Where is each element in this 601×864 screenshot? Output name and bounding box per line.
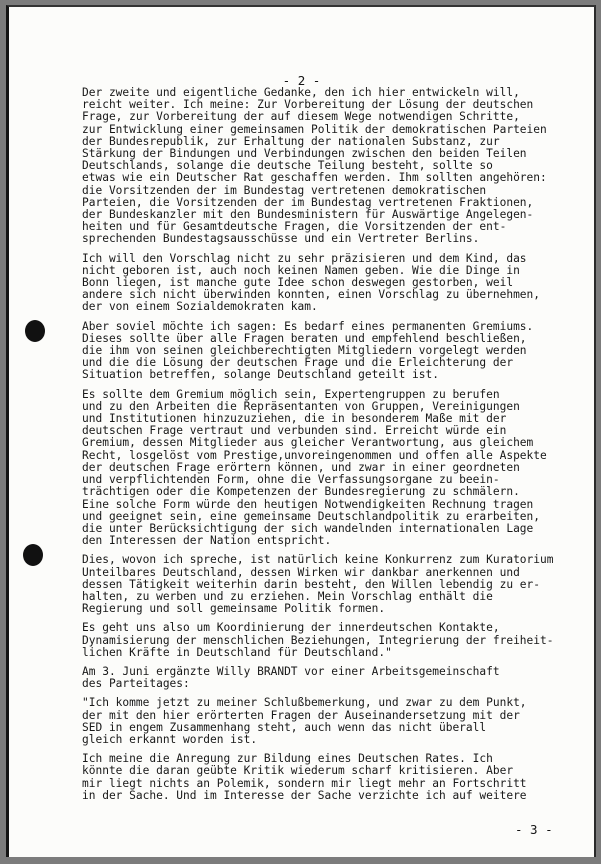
text-line: heiten und für Gesamtdeutsche Fragen, die Vorsitzenden der ent- [82, 220, 507, 234]
text-line: Dynamisierung der menschlichen Beziehungen, Integrierung der freiheit- [82, 633, 554, 647]
text-line: reicht weiter. Ich meine: Zur Vorbereitung der Lösung der deutschen [82, 98, 534, 112]
text-line: Stärkung der Bindungen und Verbindungen zwischen den beiden Teilen [82, 147, 527, 161]
text-line: der mit den hier erörterten Fragen der Auseinandersetzung mit der [82, 708, 520, 722]
text-line: den Interessen der Nation entspricht. [82, 534, 332, 548]
text-line: deutschen Frage vertraut und verbunden sind. Erreicht würde ein [82, 424, 507, 438]
text-line: in der Sache. Und im Interesse der Sache verzichte ich auf weitere [82, 788, 527, 802]
text-line: Bonn liegen, ist manche gute Idee schon deswegen gestorben, weil [82, 276, 514, 290]
text-line: Situation betreffen, solange Deutschland geteilt ist. [82, 368, 439, 382]
text-line: die Vorsitzenden der im Bundestag vertretenen demokratischen [82, 183, 487, 197]
paragraph [82, 666, 592, 690]
text-line: der Bundeskanzler mit den Bundesministern für Auswärtige Angelegen- [82, 208, 534, 222]
paragraph [82, 321, 592, 382]
paragraph [82, 697, 592, 746]
text-line: die ihm von seinen gleichberechtigten Mitgliedern vorgelegt werden [82, 344, 527, 358]
text-line: könnte die daran geübte Kritik wiederum scharf kritisieren. Aber [82, 764, 514, 778]
paragraph [82, 253, 592, 314]
text-line: Dies, wovon ich spreche, ist natürlich keine Konkurrenz zum Kuratorium [82, 553, 554, 567]
text-line: Gremium, dessen Mitglieder aus gleicher Verantwortung, aus gleichem [82, 436, 534, 450]
text-line: Recht, losgelöst vom Prestige,unvoreingenommen und offen alle Aspekte [82, 448, 547, 462]
text-line: gleich erkannt worden ist. [82, 732, 258, 746]
text-line: der von einem Sozialdemokraten kam. [82, 300, 318, 314]
text-line: zur Entwicklung einer gemeinsamen Politik der demokratischen Parteien [82, 122, 547, 136]
text-line: und verpflichtenden Form, ohne die Verfassungsorgane zu beein- [82, 473, 500, 487]
text-line: nicht geboren ist, auch noch keinen Namen geben. Wie die Dinge in [82, 263, 520, 277]
text-line: SED in engem Zusammenhang steht, auch wenn das nicht überall [82, 720, 487, 734]
text-line: und Institutionen hinzuzuziehen, die in besonderem Maße mit der [82, 412, 507, 426]
text-line: Aber soviel möchte ich sagen: Es bedarf eines permanenten Gremiums. [82, 319, 534, 333]
text-line: Dieses sollte über alle Fragen beraten und empfehlend beschließen, [82, 331, 527, 345]
paragraph [82, 753, 592, 802]
punch-hole-mark [23, 544, 43, 566]
text-line: die unter Berücksichtigung der sich wandelnden internationalen Lage [82, 521, 534, 535]
text-line: Es sollte dem Gremium möglich sein, Expertengruppen zu berufen [82, 387, 500, 401]
text-line: und zu den Arbeiten die Repräsentanten von Gruppen, Vereinigungen [82, 399, 520, 413]
text-line: trächtigen oder die Kompetenzen der Bundesregierung zu schmälern. [82, 485, 520, 499]
text-line: des Parteitages: [82, 677, 190, 691]
text-line: Deutschlands, solange die deutsche Teilung besteht, sollte so [82, 159, 493, 173]
paragraph [82, 554, 592, 615]
text-line: Regierung und soll gemeinsame Politik formen. [82, 602, 386, 616]
text-line: etwas wie ein Deutscher Rat geschaffen werden. Ihm sollten angehören: [82, 171, 547, 185]
text-line: und geeignet sein, eine gemeinsame Deutschlandpolitik zu erarbeiten, [82, 509, 541, 523]
text-line: Frage, zur Vorbereitung der auf diesem Wege notwendigen Schritte, [82, 110, 520, 124]
text-line: dessen Tätigkeit weiterhin darin besteht, den Willen lebendig zu er- [82, 577, 541, 591]
text-line: sprechenden Bundestagsausschüsse und ein Vertreter Berlins. [82, 232, 480, 246]
paragraph [82, 389, 592, 548]
text-line: Am 3. Juni ergänzte Willy BRANDT vor einer Arbeitsgemeinschaft [82, 664, 500, 678]
text-line: Ich meine die Anregung zur Bildung eines Deutschen Rates. Ich [82, 752, 493, 766]
text-line: der deutschen Frage erörtern können, und zwar in einer geordneten [82, 460, 520, 474]
text-line: mir liegt nichts an Polemik, sondern mir liegt mehr an Fortschritt [82, 776, 527, 790]
text-line: "Ich komme jetzt zu meiner Schlußbemerkung, und zwar zu dem Punkt, [82, 696, 527, 710]
text-line: Eine solche Form würde den heutigen Notwendigkeiten Rechnung tragen [82, 497, 534, 511]
text-line: Parteien, die Vorsitzenden der im Bundestag vertretenen Fraktionen, [82, 195, 534, 209]
text-line: lichen Kräfte in Deutschland für Deutschland." [82, 645, 392, 659]
text-line: halten, zu werben und zu erziehen. Mein Vorschlag enthält die [82, 589, 493, 603]
text-line: Ich will den Vorschlag nicht zu sehr präzisieren und dem Kind, das [82, 251, 527, 265]
document-body [82, 87, 592, 809]
text-line: Es geht uns also um Koordinierung der innerdeutschen Kontakte, [82, 621, 500, 635]
page-number: - 2 - [282, 73, 321, 88]
paragraph [82, 87, 592, 246]
text-line: andere sich nicht überwinden konnten, einen Vorschlag zu übernehmen, [82, 288, 541, 302]
text-line: der Bundesrepublik, zur Erhaltung der nationalen Substanz, zur [82, 134, 500, 148]
text-line: und die die Lösung der deutschen Frage und die Erleichterung der [82, 356, 514, 370]
next-page-marker: - 3 - [515, 822, 553, 837]
text-line: Unteilbares Deutschland, dessen Wirken wir dankbar anerkennen und [82, 565, 520, 579]
punch-hole-mark [25, 320, 45, 342]
text-line: Der zweite und eigentliche Gedanke, den ich hier entwickeln will, [82, 86, 520, 99]
paragraph [82, 622, 592, 659]
document-page [6, 5, 596, 857]
